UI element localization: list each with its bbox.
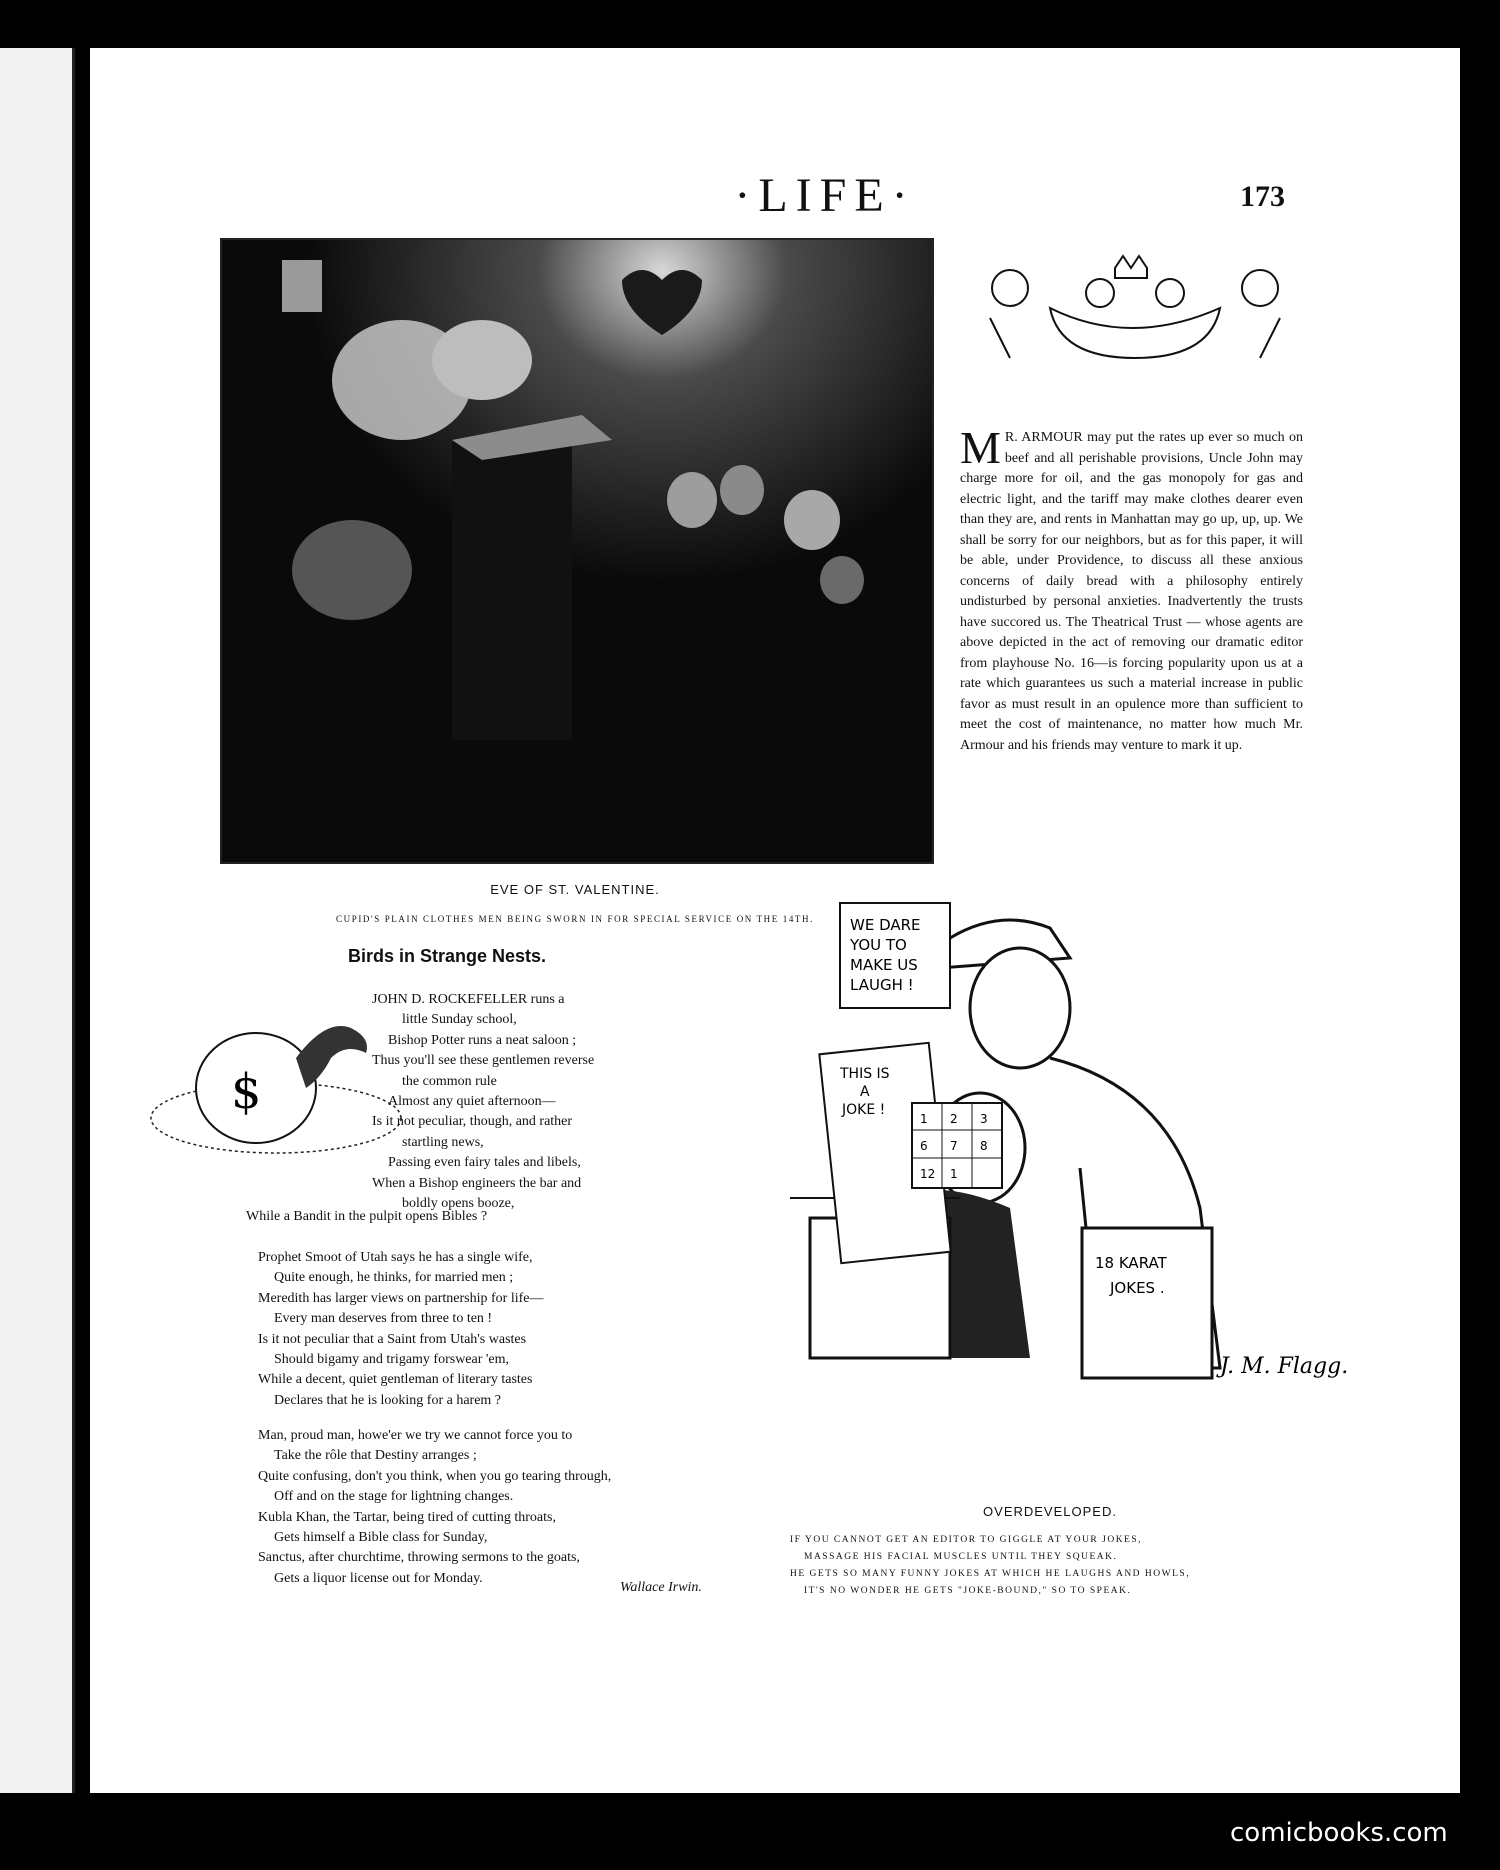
editorial-body: R. ARMOUR may put the rates up ever so much on beef and all perishable provisions, Uncle John may charge more for oil, and the gas monopoly for gas and electric light, and the tariff may make clothes dearer even than they are, and rents in Manhattan may go up, up, up. We shall be sorry for our neighbors, but as for this paper, it will be able, under Providence, to discuss all these anxious concerns of daily bread with a philosophy entirely undisturbed by personal anxieties. Inadvertently the trusts have succored us. The Theatrical Trust — whose agents are above depicted in the act of removing our dramatic editor from playhouse No. 16—is forcing popularity upon us at a rate which guarantees us such a material increase in public favor as must result in an opulence more than sufficient to meet the cost of maintenance, no matter how much Mr. Armour and his friends may venture to mark it up. bbox=[960, 430, 1303, 753]
calendar-number: 8 bbox=[980, 1139, 988, 1153]
poem-line: startling news, bbox=[402, 1134, 484, 1150]
sign-line: WE DARE bbox=[850, 916, 921, 934]
cherub-vignette bbox=[960, 248, 1305, 388]
poem-line: Prophet Smoot of Utah says he has a single wife, bbox=[258, 1250, 533, 1265]
poem-line: the common rule bbox=[402, 1073, 497, 1089]
poem-line: Is it not peculiar that a Saint from Utah's wastes bbox=[258, 1331, 527, 1347]
poem-line: Take the rôle that Destiny arranges ; bbox=[274, 1448, 477, 1464]
poem-line: Declares that he is looking for a harem ? bbox=[274, 1392, 502, 1408]
poem-line: When a Bishop engineers the bar and bbox=[372, 1175, 582, 1191]
page-number: 173 bbox=[1240, 180, 1285, 213]
poem-stanza-1-last bbox=[230, 1207, 487, 1227]
cartoon-caption-line: MASSAGE HIS FACIAL MUSCLES UNTIL THEY SQUEAK. bbox=[804, 1552, 1118, 1562]
poem-byline: Wallace Irwin. bbox=[620, 1580, 702, 1595]
cartoon-caption-line: IF YOU CANNOT GET AN EDITOR TO GIGGLE AT YOUR JOKES, bbox=[790, 1535, 1143, 1545]
magazine-page bbox=[90, 48, 1460, 1793]
poem-line: Is it not peculiar, though, and rather bbox=[372, 1114, 573, 1130]
calendar-number: 7 bbox=[950, 1139, 958, 1153]
poem-line: Should bigamy and trigamy forswear 'em, bbox=[274, 1352, 510, 1368]
poem-line: Kubla Khan, the Tartar, being tired of cutting throats, bbox=[258, 1509, 556, 1525]
poem-line: Quite confusing, don't you think, when you go tearing through, bbox=[258, 1468, 612, 1484]
overdeveloped-cartoon bbox=[750, 898, 1380, 1388]
poem-line: little Sunday school, bbox=[402, 1012, 517, 1028]
bag-label-line: 18 KARAT bbox=[1095, 1254, 1167, 1272]
poem-line: JOHN D. ROCKEFELLER runs a bbox=[372, 992, 565, 1007]
calendar-number: 1 bbox=[920, 1112, 928, 1126]
poem-line: Meredith has larger views on partnership for life— bbox=[258, 1290, 544, 1306]
poem-line: Passing even fairy tales and libels, bbox=[388, 1155, 581, 1171]
poem-line: Off and on the stage for lightning changes. bbox=[274, 1489, 514, 1505]
editorial-text bbox=[960, 422, 1303, 756]
calendar-number: 6 bbox=[920, 1139, 928, 1153]
poem-line: Gets himself a Bible class for Sunday, bbox=[274, 1530, 488, 1546]
poem-line: Almost any quiet afternoon— bbox=[388, 1094, 556, 1110]
sign-line: YOU TO bbox=[850, 936, 907, 954]
poem-stanza-1 bbox=[372, 990, 594, 1214]
svg-text:$: $ bbox=[231, 1064, 262, 1120]
masthead: ·LIFE· bbox=[734, 169, 916, 222]
joke-paper-line: JOKE ! bbox=[842, 1102, 886, 1118]
calendar-number: 3 bbox=[980, 1112, 988, 1126]
poem-stanza-2 bbox=[258, 1248, 544, 1411]
photo-caption-subtitle: CUPID'S PLAIN CLOTHES MEN BEING SWORN IN FOR SPECIAL SERVICE ON THE 14TH. bbox=[336, 914, 814, 924]
joke-paper-line: A bbox=[860, 1084, 870, 1100]
calendar-number: 12 bbox=[920, 1167, 936, 1181]
poem-line: While a decent, quiet gentleman of literary tastes bbox=[258, 1372, 533, 1388]
poem-line: While a Bandit in the pulpit opens Bibles ? bbox=[246, 1209, 488, 1224]
poem-line: Sanctus, after churchtime, throwing sermons to the goats, bbox=[258, 1550, 580, 1566]
poem-line: Thus you'll see these gentlemen reverse bbox=[372, 1053, 595, 1069]
poem-line: Gets a liquor license out for Monday. bbox=[274, 1570, 483, 1586]
poem-line: Bishop Potter runs a neat saloon ; bbox=[388, 1032, 577, 1048]
poem-title: Birds in Strange Nests. bbox=[348, 946, 547, 966]
valentine-photo bbox=[220, 238, 934, 864]
cartoon-caption-lines bbox=[790, 1532, 1310, 1600]
poem-line: boldly opens booze, bbox=[402, 1196, 515, 1212]
cartoon-caption-line: HE GETS SO MANY FUNNY JOKES AT WHICH HE LAUGHS AND HOWLS, bbox=[790, 1569, 1191, 1579]
facing-page-edge bbox=[0, 48, 75, 1793]
sign-line: MAKE US bbox=[850, 956, 918, 974]
calendar-number: 2 bbox=[950, 1112, 958, 1126]
sign-line: LAUGH ! bbox=[850, 976, 914, 994]
joke-paper-line: THIS IS bbox=[840, 1066, 890, 1082]
calendar-number: 1 bbox=[950, 1167, 958, 1181]
watermark: comicbooks.com bbox=[1230, 1818, 1448, 1848]
cartoon-caption-title: OVERDEVELOPED. bbox=[983, 1504, 1117, 1519]
poem-line: Every man deserves from three to ten ! bbox=[274, 1311, 493, 1327]
cartoon-caption-line: IT'S NO WONDER HE GETS "JOKE-BOUND," SO TO SPEAK. bbox=[804, 1586, 1132, 1596]
artist-signature: J. M. Flagg. bbox=[1220, 1354, 1349, 1379]
bag-label-line: JOKES . bbox=[1110, 1279, 1165, 1297]
drop-cap: M bbox=[960, 422, 1001, 473]
poem-line: Quite enough, he thinks, for married men ; bbox=[274, 1270, 514, 1286]
poem-line: Man, proud man, howe'er we try we cannot force you to bbox=[258, 1428, 573, 1443]
valentine-photo-art bbox=[222, 240, 932, 862]
poem-stanza-3 bbox=[258, 1426, 611, 1589]
photo-caption-title: EVE OF ST. VALENTINE. bbox=[490, 882, 660, 897]
